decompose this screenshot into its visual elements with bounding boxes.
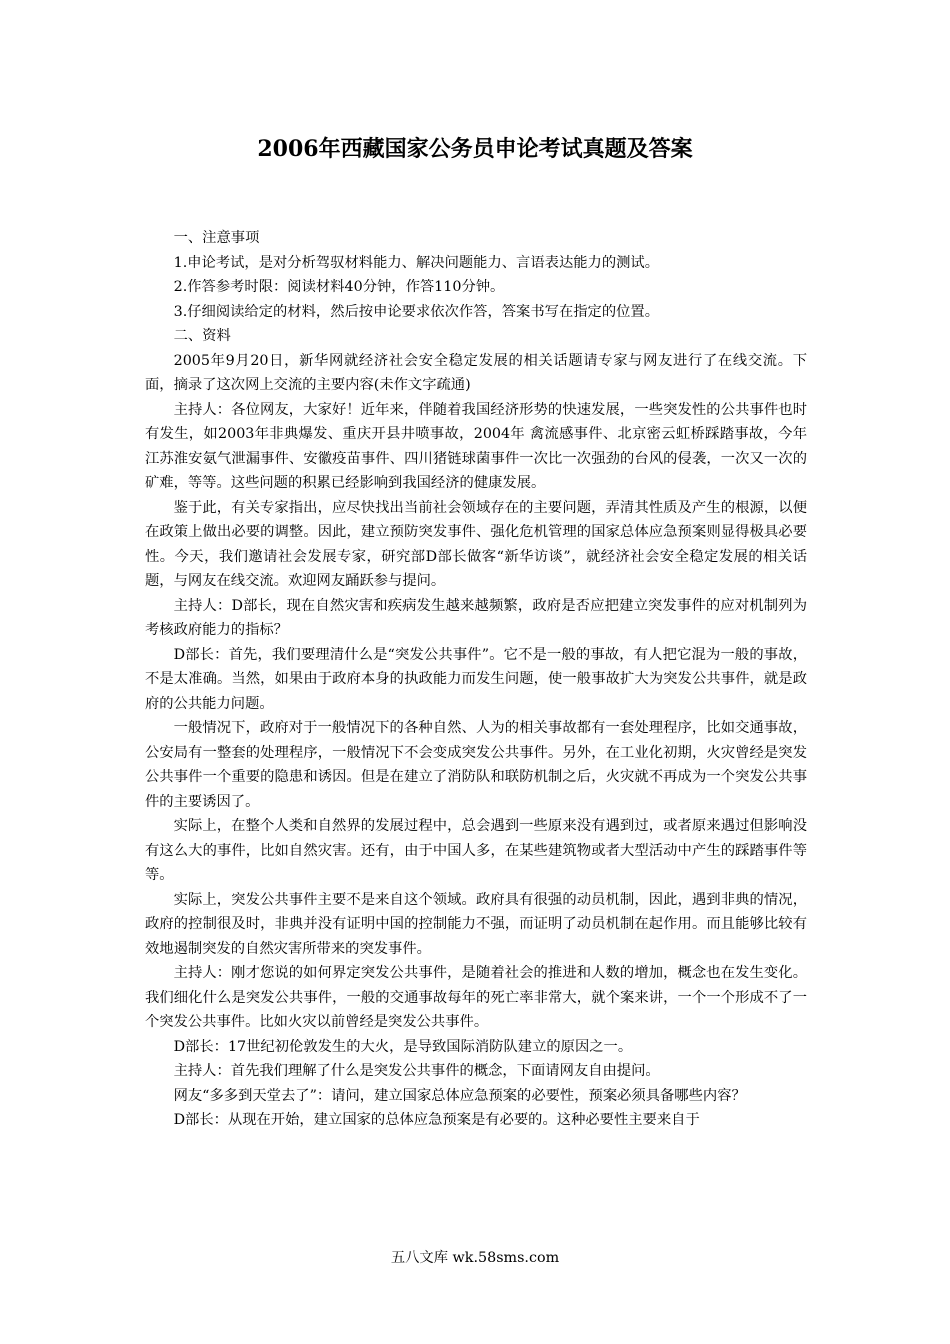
- paragraph: 实际上，在整个人类和自然界的发展过程中，总会遇到一些原来没有遇到过，或者原来遇过但影响没有这么大的事件，比如自然灾害。还有，由于中国人多，在某些建筑物或者大型活动中产生的踩踏事件等等。: [145, 818, 807, 883]
- document-body: [145, 226, 807, 1133]
- paragraph: D部长：从现在开始，建立国家的总体应急预案是有必要的。这种必要性主要来自于: [173, 1112, 700, 1128]
- paragraph: 3.仔细阅读给定的材料，然后按申论要求依次作答，答案书写在指定的位置。: [173, 303, 660, 320]
- paragraph: 2005年9月20日，新华网就经济社会安全稳定发展的相关话题请专家与网友进行了在线交流。下面，摘录了这次网上交流的主要内容(未作文字疏通): [145, 352, 807, 393]
- paragraph: 二、资料: [173, 328, 231, 344]
- page-footer-watermark: 五八文库 wk.58sms.com: [390, 1250, 560, 1266]
- paragraph: 一、注意事项: [173, 230, 260, 246]
- paragraph: 主持人：各位网友，大家好！近年来，伴随着我国经济形势的快速发展，一些突发性的公共事件也时有发生，如2003年非典爆发、重庆开县井喷事故，2004年 禽流感事件、北京密云虹桥踩踏事故，今年江苏淮安氨气泄漏事件、安徽疫苗事件、四川猪链球菌事件一次比一次强劲的台风的侵袭，一次又一次的矿难，等等。这些问题的积累已经影响到我国经济的健康发展。: [145, 401, 807, 491]
- paragraph: 实际上，突发公共事件主要不是来自这个领域。政府具有很强的动员机制，因此，遇到非典的情况，政府的控制很及时，非典并没有证明中国的控制能力不强，而证明了动员机制在起作用。而且能够比较有效地遏制突发的自然灾害所带来的突发事件。: [145, 891, 807, 957]
- paragraph: 主持人：刚才您说的如何界定突发公共事件，是随着社会的推进和人数的增加，概念也在发生变化。我们细化什么是突发公共事件，一般的交通事故每年的死亡率非常大，就个案来讲，一个一个形成不了一个突发公共事件。比如火灾以前曾经是突发公共事件。: [145, 965, 807, 1030]
- paragraph: 一般情况下，政府对于一般情况下的各种自然、人为的相关事故都有一套处理程序，比如交通事故，公安局有一整套的处理程序，一般情况下不会变成突发公共事件。另外，在工业化初期，火灾曾经是突发公共事件一个重要的隐患和诱因。但是在建立了消防队和联防机制之后，火灾就不再成为一个突发公共事件的主要诱因了。: [145, 720, 807, 810]
- paragraph: D部长：首先，我们要理清什么是“突发公共事件”。它不是一般的事故，有人把它混为一般的事故，不是太准确。当然，如果由于政府本身的执政能力而发生问题，使一般事故扩大为突发公共事件，就是政府的公共能力问题。: [145, 646, 807, 712]
- paragraph: 鉴于此，有关专家指出，应尽快找出当前社会领域存在的主要问题，弄清其性质及产生的根源，以便在政策上做出必要的调整。因此，建立预防突发事件、强化危机管理的国家总体应急预案则显得极具必要性。今天，我们邀请社会发展专家，研究部D部长做客“新华访谈”，就经济社会安全稳定发展的相关话题，与网友在线交流。欢迎网友踊跃参与提问。: [145, 499, 807, 589]
- paragraph: D部长：17世纪初伦敦发生的大火，是导致国际消防队建立的原因之一。: [173, 1038, 633, 1055]
- paragraph: 网友“多多到天堂去了”：请问，建立国家总体应急预案的必要性，预案必须具备哪些内容？: [173, 1087, 746, 1104]
- paragraph: 2.作答参考时限：阅读材料40分钟，作答110分钟。: [173, 279, 505, 295]
- paragraph: 主持人：D部长，现在自然灾害和疾病发生越来越频繁，政府是否应把建立突发事件的应对机制列为考核政府能力的指标？: [145, 597, 807, 638]
- paragraph: 1.申论考试，是对分析驾驭材料能力、解决问题能力、言语表达能力的测试。: [173, 254, 660, 271]
- paragraph: 主持人：首先我们理解了什么是突发公共事件的概念，下面请网友自由提问。: [173, 1063, 660, 1079]
- document-title: 2006年西藏国家公务员申论考试真题及答案: [257, 136, 693, 162]
